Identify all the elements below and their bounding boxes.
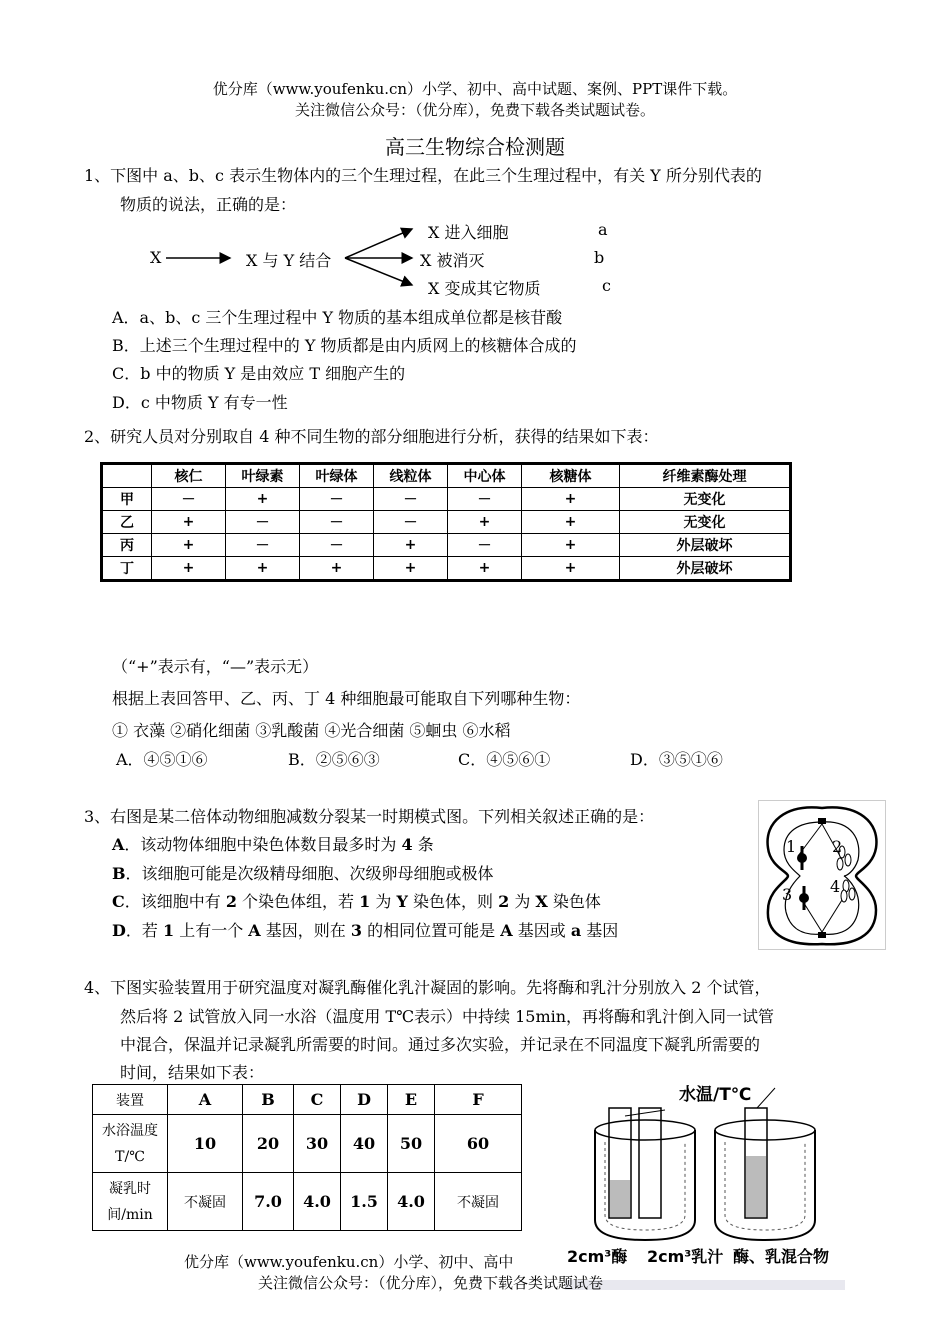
table-cell: 40: [341, 1115, 388, 1173]
table-cell: －: [448, 488, 522, 511]
table-cell: +: [522, 488, 620, 511]
q4-stem-line-3: 中混合，保温并记录凝乳所需要的时间。通过多次实验，并记录在不同温度下凝乳所需要的: [120, 1035, 761, 1054]
q2-choice-c: C．④⑤⑥①: [458, 750, 551, 769]
q2-table: [100, 462, 792, 582]
table-row-label: 凝乳时间/min: [93, 1173, 168, 1231]
footer-line-1: 优分库（www.youfenku.cn）小学、初中、高中: [184, 1253, 514, 1271]
q4-table: [92, 1084, 522, 1231]
table-header-cell: 装置: [93, 1085, 168, 1115]
table-header-cell: 叶绿体: [300, 464, 374, 488]
table-header-cell: 核糖体: [522, 464, 620, 488]
q3-stem: 3、右图是某二倍体动物细胞减数分裂某一时期模式图。下列相关叙述正确的是：: [84, 807, 655, 826]
q2-organisms: ① 衣藻 ②硝化细菌 ③乳酸菌 ④光合细菌 ⑤蛔虫 ⑥水稻: [112, 721, 511, 740]
footer-line-2: 关注微信公众号：（优分库），免费下载各类试题试卷: [258, 1274, 604, 1292]
table-cell: 外层破坏: [620, 534, 791, 557]
table-cell: +: [152, 511, 226, 534]
table-cell: －: [300, 534, 374, 557]
table-cell: 30: [294, 1115, 341, 1173]
table-cell: 不凝固: [168, 1173, 243, 1231]
table-cell: 无变化: [620, 488, 791, 511]
q3-option-b: B．该细胞可能是次级精母细胞、次级卵母细胞或极体: [112, 864, 494, 883]
table-cell: +: [448, 511, 522, 534]
table-cell: +: [448, 557, 522, 581]
table-cell: －: [300, 511, 374, 534]
table-header-row: [93, 1085, 522, 1115]
table-cell: +: [152, 557, 226, 581]
q1-stem-line-2: 物质的说法，正确的是：: [120, 195, 297, 214]
q2-question: 根据上表回答甲、乙、丙、丁 4 种细胞最可能取自下列哪种生物：: [112, 689, 581, 708]
table-header-cell: 核仁: [152, 464, 226, 488]
table-header-cell: A: [168, 1085, 243, 1115]
table-cell: －: [374, 511, 448, 534]
q1-letter-c: c: [602, 276, 611, 295]
table-header-cell: 中心体: [448, 464, 522, 488]
water-temp-label: 水温/T℃: [679, 1085, 752, 1105]
table-cell: 50: [388, 1115, 435, 1173]
table-cell: +: [226, 488, 300, 511]
table-cell: 乙: [102, 511, 152, 534]
table-row-label: 水浴温度 T/℃: [93, 1115, 168, 1173]
figure-label-3: 3: [782, 885, 793, 904]
table-cell: 甲: [102, 488, 152, 511]
table-row: [102, 488, 791, 511]
table-cell: 1.5: [341, 1173, 388, 1231]
q1-stem-line-1: 1、下图中 a、b、c 表示生物体内的三个生理过程，在此三个生理过程中，有关 Y 所分别代表的: [84, 166, 762, 185]
table-cell: 60: [435, 1115, 522, 1173]
q2-choice-b: B．②⑤⑥③: [288, 750, 380, 769]
table-cell: 无变化: [620, 511, 791, 534]
table-header-cell: D: [341, 1085, 388, 1115]
q1-branch-c: X 变成其它物质: [428, 279, 541, 298]
table-cell: 7.0: [243, 1173, 294, 1231]
q1-option-b: B．上述三个生理过程中的 Y 物质都是由内质网上的核糖体合成的: [112, 336, 577, 355]
table-cell: －: [300, 488, 374, 511]
table-row: [102, 534, 791, 557]
q3-option-d: D．若 1 上有一个 A 基因，则在 3 的相同位置可能是 A 基因或 a 基因: [112, 921, 619, 940]
table-header-cell: 叶绿素: [226, 464, 300, 488]
table-cell: +: [226, 557, 300, 581]
table-cell: +: [374, 557, 448, 581]
table-cell: －: [448, 534, 522, 557]
q4-stem-line-4: 时间，结果如下表：: [120, 1063, 265, 1082]
table-cell: +: [522, 557, 620, 581]
table-cell: +: [374, 534, 448, 557]
header-line-2: 关注微信公众号：（优分库），免费下载各类试题试卷。: [294, 101, 655, 119]
table-cell: +: [522, 534, 620, 557]
table-cell: 不凝固: [435, 1173, 522, 1231]
table-header-cell: [102, 464, 152, 488]
q2-choice-d: D．③⑤①⑥: [630, 750, 723, 769]
q1-letter-a: a: [598, 220, 608, 239]
header-line-1: 优分库（www.youfenku.cn）小学、初中、高中试题、案例、PPT课件下载。: [212, 80, 738, 98]
table-cell: －: [152, 488, 226, 511]
table-header-row: [102, 464, 791, 488]
table-cell: －: [226, 511, 300, 534]
table-cell: －: [374, 488, 448, 511]
label-mixture: 酶、乳混合物: [733, 1247, 830, 1266]
figure-label-1: 1: [786, 837, 797, 856]
table-cell: +: [152, 534, 226, 557]
figure-label-4: 4: [830, 877, 841, 896]
figure-label-2: 2: [832, 837, 843, 856]
table-header-cell: 线粒体: [374, 464, 448, 488]
table-cell: +: [300, 557, 374, 581]
table-row: [102, 557, 791, 581]
q1-branch-b: X 被消灭: [420, 251, 485, 270]
label-enzyme: 2cm³酶: [567, 1247, 628, 1266]
water-bath-figure: [565, 1080, 845, 1290]
cell-division-figure: [758, 800, 886, 950]
q4-stem-line-1: 4、下图实验装置用于研究温度对凝乳酶催化乳汁凝固的影响。先将酶和乳汁分别放入 2 个试管，: [84, 978, 771, 997]
q2-stem: 2、研究人员对分别取自 4 种不同生物的部分细胞进行分析，获得的结果如下表：: [84, 427, 659, 446]
table-cell: 20: [243, 1115, 294, 1173]
table-cell: 外层破坏: [620, 557, 791, 581]
page-title: 高三生物综合检测题: [385, 135, 565, 159]
table-header-cell: 纤维素酶处理: [620, 464, 791, 488]
table-header-cell: F: [435, 1085, 522, 1115]
table-cell: 4.0: [388, 1173, 435, 1231]
q1-letter-b: b: [594, 248, 605, 267]
q2-choice-a: A．④⑤①⑥: [116, 750, 208, 769]
q1-diagram-x: X: [150, 248, 162, 267]
table-header-cell: B: [243, 1085, 294, 1115]
table-cell: 4.0: [294, 1173, 341, 1231]
table-cell: 丁: [102, 557, 152, 581]
q3-option-c: C．该细胞中有 2 个染色体组，若 1 为 Y 染色体，则 2 为 X 染色体: [112, 892, 601, 911]
table-row: [93, 1173, 522, 1231]
q4-stem-line-2: 然后将 2 试管放入同一水浴（温度用 T℃表示）中持续 15min，再将酶和乳汁倒入同一试管: [120, 1007, 775, 1026]
q1-diagram-arrows: [0, 0, 950, 320]
table-header-cell: C: [294, 1085, 341, 1115]
q1-option-a: A．a、b、c 三个生理过程中 Y 物质的基本组成单位都是核苷酸: [112, 308, 563, 327]
table-cell: +: [522, 511, 620, 534]
q1-diagram-xy: X 与 Y 结合: [246, 251, 332, 270]
table-cell: 10: [168, 1115, 243, 1173]
table-row: [102, 511, 791, 534]
q3-option-a: A．该动物体细胞中染色体数目最多时为 4 条: [112, 835, 434, 854]
q1-branch-a: X 进入细胞: [428, 223, 509, 242]
q1-option-c: C．b 中的物质 Y 是由效应 T 细胞产生的: [112, 364, 406, 383]
table-header-cell: E: [388, 1085, 435, 1115]
q1-option-d: D．c 中物质 Y 有专一性: [112, 393, 288, 412]
q2-note: （“+”表示有，“—”表示无）: [112, 657, 319, 676]
table-cell: 丙: [102, 534, 152, 557]
label-milk: 2cm³乳汁: [647, 1247, 724, 1266]
table-cell: －: [226, 534, 300, 557]
table-row: [93, 1115, 522, 1173]
